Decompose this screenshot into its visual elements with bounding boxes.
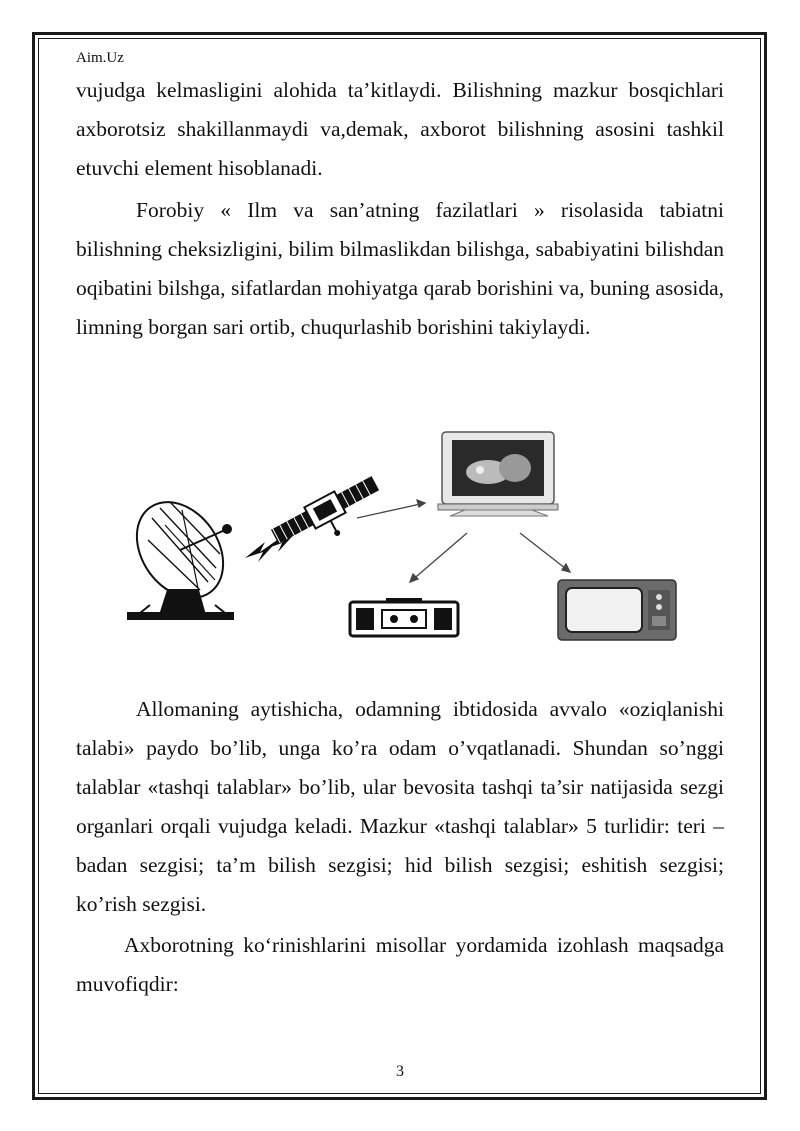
paragraph-2: Forobiy « Ilm va san’atning fazilatlari » risolasida tabiatni bilishning cheksizligini, bilim bilmaslikdan bilishga, sababiyatini bilishdan oqibatini bilshga, sifatlardan mohiyatga qarab borishini va, buning asosida, limning borgan sari ortib, chuqurlashib borishini takiylaydi. <box>76 198 724 339</box>
satellite-dish-icon <box>120 486 241 619</box>
paragraph-1: vujudga kelmasligini alohida ta’kitlaydi. Bilishning mazkur bosqichlari axborotsiz shakillanmaydi va,demak, axborot bilishning asosini tashkil etuvchi element hisoblanadi. <box>76 78 724 180</box>
paragraph-3: Allomaning aytishicha, odamning ibtidosida avvalo «oziqlanishi talabi» paydo bo’lib, unga ko’ra odam o’vqatlanadi. Shundan so’nggi talablar «tashqi talablar» bo’lib, ular bevosita tashqi ta’sir natijasida sezgi organlari orqali vujudga keladi. Mazkur «tashqi talablar» 5 turlidir: teri – badan sezgisi; ta’m bilish sezgisi; hid bilish sezgisi; eshitish sezgisi; ko’rish sezgisi. <box>76 697 724 916</box>
site-header: Aim.Uz <box>76 50 124 66</box>
satellite-icon <box>269 473 389 563</box>
paragraph-4: Axborotning ko‘rinishlarini misollar yordamida izohlash maqsadga muvofiqdir: <box>76 933 724 996</box>
tv-icon <box>558 580 676 640</box>
monitor-icon <box>438 432 558 516</box>
page-number: 3 <box>396 1063 404 1080</box>
arrow-icon <box>357 500 425 518</box>
broadcast-illustration <box>120 430 690 645</box>
radio-icon <box>350 598 458 636</box>
arrow-icon <box>410 533 570 582</box>
